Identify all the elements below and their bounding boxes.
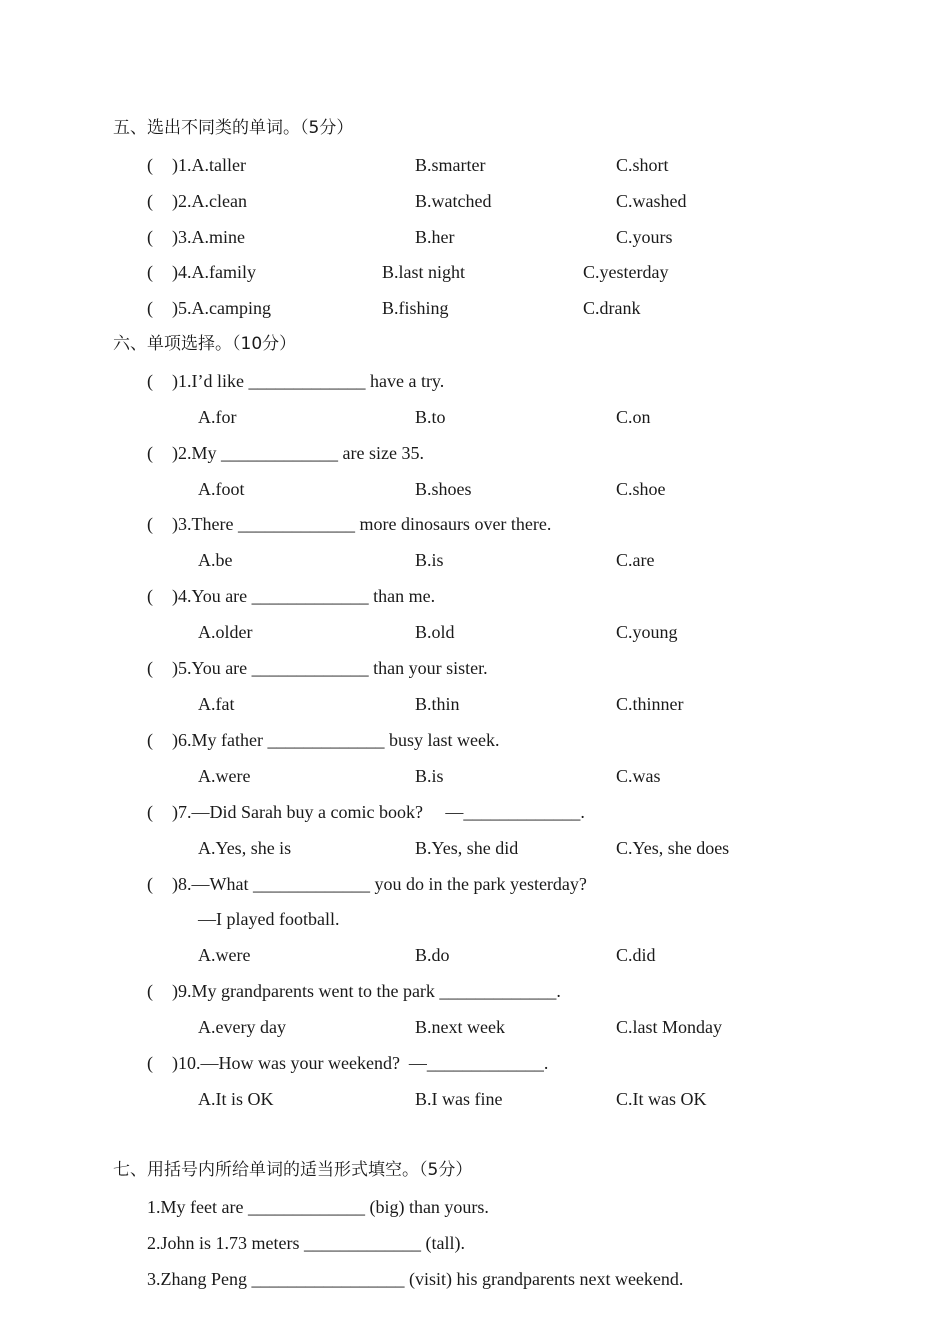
option-c: C.are xyxy=(616,550,655,570)
answer-paren: ( xyxy=(147,227,153,247)
question-stem: )5.You are _____________ than your sister. xyxy=(172,658,488,678)
option-c: C.thinner xyxy=(616,694,684,714)
question-stem: )3.There _____________ more dinosaurs over there. xyxy=(172,514,552,534)
option-b: B.to xyxy=(415,407,446,427)
question-stem: )1.I’d like _____________ have a try. xyxy=(172,371,445,391)
option-a: A.older xyxy=(198,622,253,642)
section-6-title: 六、单项选择。（10分） xyxy=(113,334,297,354)
answer-paren: ( xyxy=(147,981,153,1001)
question-stem: )2.My _____________ are size 35. xyxy=(172,443,424,463)
section-7-title: 七、用括号内所给单词的适当形式填空。（5分） xyxy=(113,1160,473,1180)
question-stem: )7.—Did Sarah buy a comic book? —_____________. xyxy=(172,802,585,822)
option-c: C.Yes, she does xyxy=(616,838,730,858)
option-a: A.were xyxy=(198,766,251,786)
answer-paren: ( xyxy=(147,1053,153,1073)
answer-paren: ( xyxy=(147,298,153,318)
question-option-b: B.last night xyxy=(382,262,466,282)
fill-blank-item: 3.Zhang Peng _________________ (visit) his grandparents next weekend. xyxy=(147,1269,684,1289)
question-stem: )9.My grandparents went to the park _____________. xyxy=(172,981,561,1001)
question-option-c: C.yesterday xyxy=(583,262,669,282)
answer-paren: ( xyxy=(147,874,153,894)
question-stem: )4.You are _____________ than me. xyxy=(172,586,436,606)
option-c: C.shoe xyxy=(616,479,666,499)
answer-paren: ( xyxy=(147,155,153,175)
question-option-c: C.drank xyxy=(583,298,641,318)
answer-paren: ( xyxy=(147,658,153,678)
question-stem: )8.—What _____________ you do in the park yesterday? xyxy=(172,874,587,894)
question-option-c: C.short xyxy=(616,155,669,175)
option-b: B.old xyxy=(415,622,455,642)
option-b: B.do xyxy=(415,945,450,965)
option-b: B.is xyxy=(415,550,444,570)
question-option-c: C.yours xyxy=(616,227,673,247)
answer-paren: ( xyxy=(147,514,153,534)
option-c: C.was xyxy=(616,766,661,786)
option-c: C.young xyxy=(616,622,678,642)
option-c: C.last Monday xyxy=(616,1017,722,1037)
option-a: A.It is OK xyxy=(198,1089,274,1109)
answer-paren: ( xyxy=(147,802,153,822)
section-5-title: 五、选出不同类的单词。（5分） xyxy=(113,118,354,138)
option-b: B.I was fine xyxy=(415,1089,503,1109)
question-option-b: B.her xyxy=(415,227,455,247)
question-option-c: C.washed xyxy=(616,191,687,211)
option-c: C.It was OK xyxy=(616,1089,707,1109)
question-option-b: B.watched xyxy=(415,191,492,211)
option-c: C.did xyxy=(616,945,656,965)
option-b: B.thin xyxy=(415,694,460,714)
option-b: B.Yes, she did xyxy=(415,838,519,858)
option-c: C.on xyxy=(616,407,651,427)
option-a: A.Yes, she is xyxy=(198,838,292,858)
answer-paren: ( xyxy=(147,371,153,391)
question-option-a: )5.A.camping xyxy=(172,298,271,318)
question-option-a: )3.A.mine xyxy=(172,227,245,247)
question-option-b: B.smarter xyxy=(415,155,486,175)
option-a: A.foot xyxy=(198,479,245,499)
question-stem: )6.My father _____________ busy last week. xyxy=(172,730,500,750)
option-b: B.shoes xyxy=(415,479,472,499)
question-option-a: )2.A.clean xyxy=(172,191,247,211)
fill-blank-item: 2.John is 1.73 meters _____________ (tall). xyxy=(147,1233,465,1253)
option-b: B.next week xyxy=(415,1017,505,1037)
option-a: A.fat xyxy=(198,694,235,714)
question-option-a: )1.A.taller xyxy=(172,155,246,175)
answer-paren: ( xyxy=(147,191,153,211)
option-a: A.were xyxy=(198,945,251,965)
answer-paren: ( xyxy=(147,262,153,282)
option-a: A.for xyxy=(198,407,237,427)
option-a: A.every day xyxy=(198,1017,286,1037)
option-b: B.is xyxy=(415,766,444,786)
question-option-a: )4.A.family xyxy=(172,262,256,282)
question-option-b: B.fishing xyxy=(382,298,449,318)
question-follow-up: —I played football. xyxy=(198,909,340,929)
answer-paren: ( xyxy=(147,586,153,606)
fill-blank-item: 1.My feet are _____________ (big) than yours. xyxy=(147,1197,489,1217)
question-stem: )10.—How was your weekend? —_____________. xyxy=(172,1053,549,1073)
answer-paren: ( xyxy=(147,443,153,463)
answer-paren: ( xyxy=(147,730,153,750)
option-a: A.be xyxy=(198,550,233,570)
